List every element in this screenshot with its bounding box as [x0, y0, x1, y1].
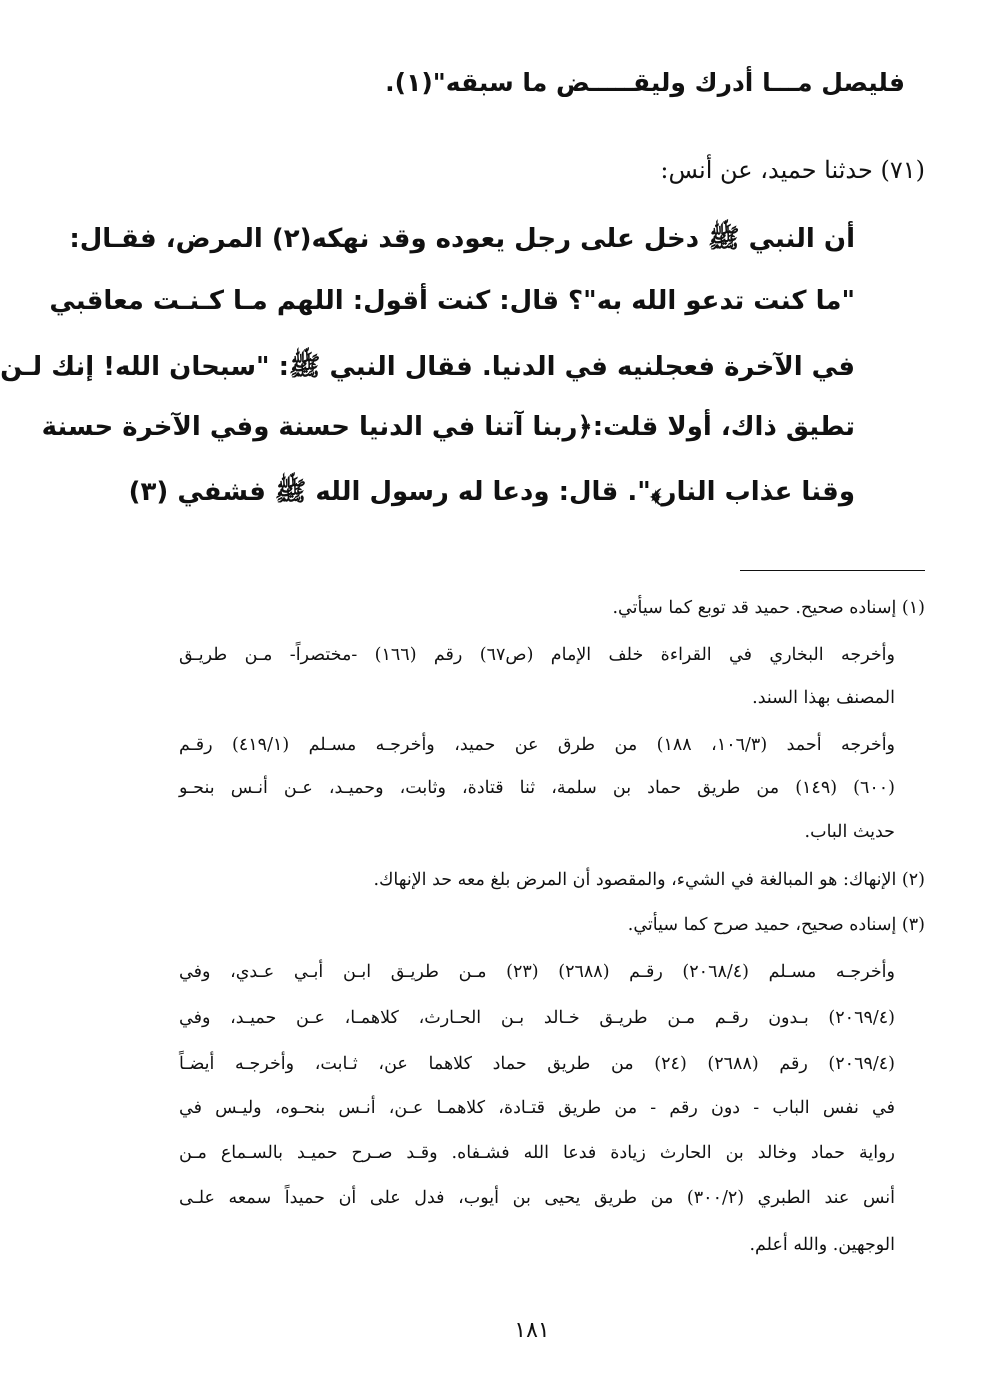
footnote-line: رواية حماد وخالد بن الحارث زيادة فدعا الله فشـفاه. وقـد صـرح حميـد بالسـماع مـن — [179, 1143, 895, 1163]
hadith-line: "ما كنت تدعو الله به"؟ قال: كنت أقول: اللهم مـا كـنـت معاقبي — [49, 286, 855, 316]
footnote-line: وأخرجه البخاري في القراءة خلف الإمام (ص٦٧) رقم (١٦٦) -مختصراً- مـن طريـق — [179, 645, 895, 665]
footnote-line: (٣) إسناده صحيح، حميد صرح كما سيأتي. — [627, 915, 925, 935]
footnote-line: (١) إسناده صحيح. حميد قد توبع كما سيأتي. — [612, 598, 925, 618]
page-number: ١٨١ — [514, 1318, 550, 1343]
footnote-line: وأخرجه أحمد (١٠٦/٣، ١٨٨) من طرق عن حميد، وأخرجـه مسـلم (٤١٩/١) رقـم — [179, 735, 896, 755]
footnote-separator — [740, 570, 925, 571]
footnote-line: الوجهين. والله أعلم. — [749, 1235, 895, 1255]
footnote-line: في نفس الباب - دون رقم - من طريق قتـادة، كلاهمـا عـن، أنـس بنحـوه، وليـس في — [179, 1098, 895, 1118]
hadith-line: أن النبي ﷺ دخل على رجل يعوده وقد نهكه(٢) المرض، فقـال: — [69, 224, 855, 254]
footnote-line: المصنف بهذا السند. — [752, 688, 895, 708]
continuation-line: فليصل مـــا أدرك وليقـــــض ما سبقه"(١). — [385, 68, 905, 97]
footnote-line: حديث الباب. — [804, 822, 895, 842]
hadith-chain: (٧١) حدثنا حميد، عن أنس: — [660, 156, 925, 184]
footnote-line: أنس عند الطبري (٣٠٠/٢) من طريق يحيى بن أيوب، فدل على أن حميداً سمعه علـى — [179, 1188, 895, 1208]
footnote-line: (٢٠٦٩/٤) بـدون رقـم مـن طريـق خـالد بـن الحـارث، كلاهمـا، عـن حميـد، وفي — [179, 1008, 895, 1028]
hadith-line: وقنا عذاب النار﴾". قال: ودعا له رسول الله ﷺ فشفي (٣) — [128, 477, 855, 507]
hadith-line: في الآخرة فعجلنيه في الدنيا. فقال النبي ﷺ: "سبحان الله! إنك لـن — [0, 352, 855, 382]
footnote-line: (٢) الإنهاك: هو المبالغة في الشيء، والمقصود أن المرض بلغ معه حد الإنهاك. — [373, 870, 925, 890]
hadith-line: تطيق ذاك، أولا قلت:﴿ربنا آتنا في الدنيا حسنة وفي الآخرة حسنة — [41, 412, 855, 442]
footnote-line: (٦٠٠) (١٤٩) من طريق حماد بن سلمة، ثنا قتادة، وثابت، وحميـد، عـن أنـس بنحـو — [179, 778, 895, 798]
footnote-line: وأخرجـه مسـلم (٢٠٦٨/٤) رقـم (٢٦٨٨) (٢٣) مـن طريـق ابـن أبـي عـدي، وفي — [179, 962, 895, 982]
footnote-line: (٢٠٦٩/٤) رقم (٢٦٨٨) (٢٤) من طريق حماد كلاهما عن، ثـابت، وأخرجـه أيضـاً — [179, 1054, 895, 1074]
